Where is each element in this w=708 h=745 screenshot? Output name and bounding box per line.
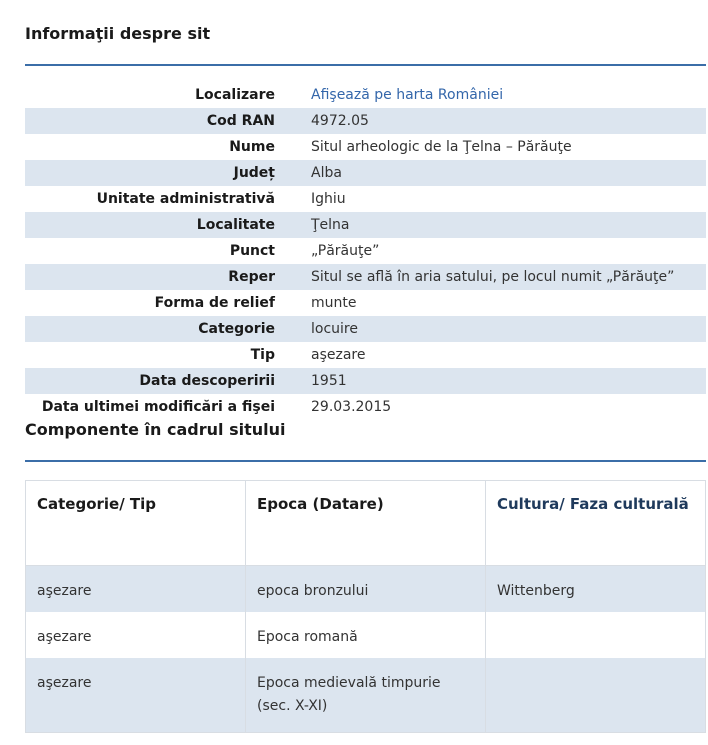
info-row	[25, 290, 706, 316]
show-on-map-link[interactable]: Afişează pe harta României	[311, 87, 504, 103]
info-value: Ighiu	[311, 191, 346, 207]
info-row	[25, 186, 706, 212]
column-header-culture[interactable]: Cultura/ Faza culturală	[486, 481, 706, 566]
cell-culture	[486, 658, 706, 733]
cell-category: aşezare	[26, 658, 246, 733]
info-value: „Părăuţe”	[311, 243, 380, 259]
info-row	[25, 342, 706, 368]
info-value: Alba	[311, 160, 706, 186]
table-row	[26, 658, 706, 733]
cell-epoch: epoca bronzului	[246, 566, 486, 613]
info-row	[25, 82, 706, 108]
cell-category: aşezare	[26, 566, 246, 613]
info-label: Reper	[25, 264, 311, 290]
cell-epoch: Epoca medievală timpurie (sec. X-XI)	[246, 658, 486, 733]
info-value: Ţelna	[311, 212, 706, 238]
column-header-category[interactable]: Categorie/ Tip	[26, 481, 246, 566]
section-divider	[25, 64, 706, 66]
components-heading: Componente în cadrul sitului	[25, 420, 286, 439]
table-row	[26, 612, 706, 658]
info-row	[25, 264, 706, 290]
column-header-epoch[interactable]: Epoca (Datare)	[246, 481, 486, 566]
info-value	[311, 82, 706, 108]
info-label: Județ	[25, 160, 311, 186]
info-value: 1951	[311, 368, 706, 394]
info-label: Categorie	[25, 316, 311, 342]
info-value: Situl arheologic de la Ţelna – Părăuţe	[311, 139, 572, 155]
info-row	[25, 238, 706, 264]
info-value: 29.03.2015	[311, 399, 392, 415]
components-header-row	[26, 481, 706, 566]
info-value: Situl se află în aria satului, pe locul numit „Părăuţe”	[311, 264, 706, 290]
info-value: 4972.05	[311, 108, 706, 134]
cell-category: aşezare	[26, 612, 246, 658]
info-row	[25, 212, 706, 238]
info-label: Tip	[250, 347, 275, 363]
info-label: Data ultimei modificări a fişei	[41, 399, 275, 415]
info-row	[25, 368, 706, 394]
info-row	[25, 316, 706, 342]
table-row	[26, 566, 706, 613]
info-label: Localizare	[195, 87, 275, 103]
info-row	[25, 108, 706, 134]
section-divider	[25, 460, 706, 462]
info-row	[25, 160, 706, 186]
info-row	[25, 394, 706, 420]
info-label: Nume	[229, 139, 275, 155]
info-value: munte	[311, 295, 357, 311]
components-table	[25, 480, 706, 733]
info-value: aşezare	[311, 347, 366, 363]
cell-culture: Wittenberg	[486, 566, 706, 613]
info-label: Cod RAN	[25, 108, 311, 134]
site-info-table	[25, 82, 706, 420]
info-row	[25, 134, 706, 160]
info-label: Unitate administrativă	[96, 191, 275, 207]
info-label: Localitate	[25, 212, 311, 238]
cell-culture	[486, 612, 706, 658]
info-label: Data descoperirii	[25, 368, 311, 394]
site-info-heading: Informaţii despre sit	[25, 24, 211, 43]
cell-epoch: Epoca romană	[246, 612, 486, 658]
info-value: locuire	[311, 316, 706, 342]
info-label: Forma de relief	[154, 295, 275, 311]
info-label: Punct	[229, 243, 275, 259]
